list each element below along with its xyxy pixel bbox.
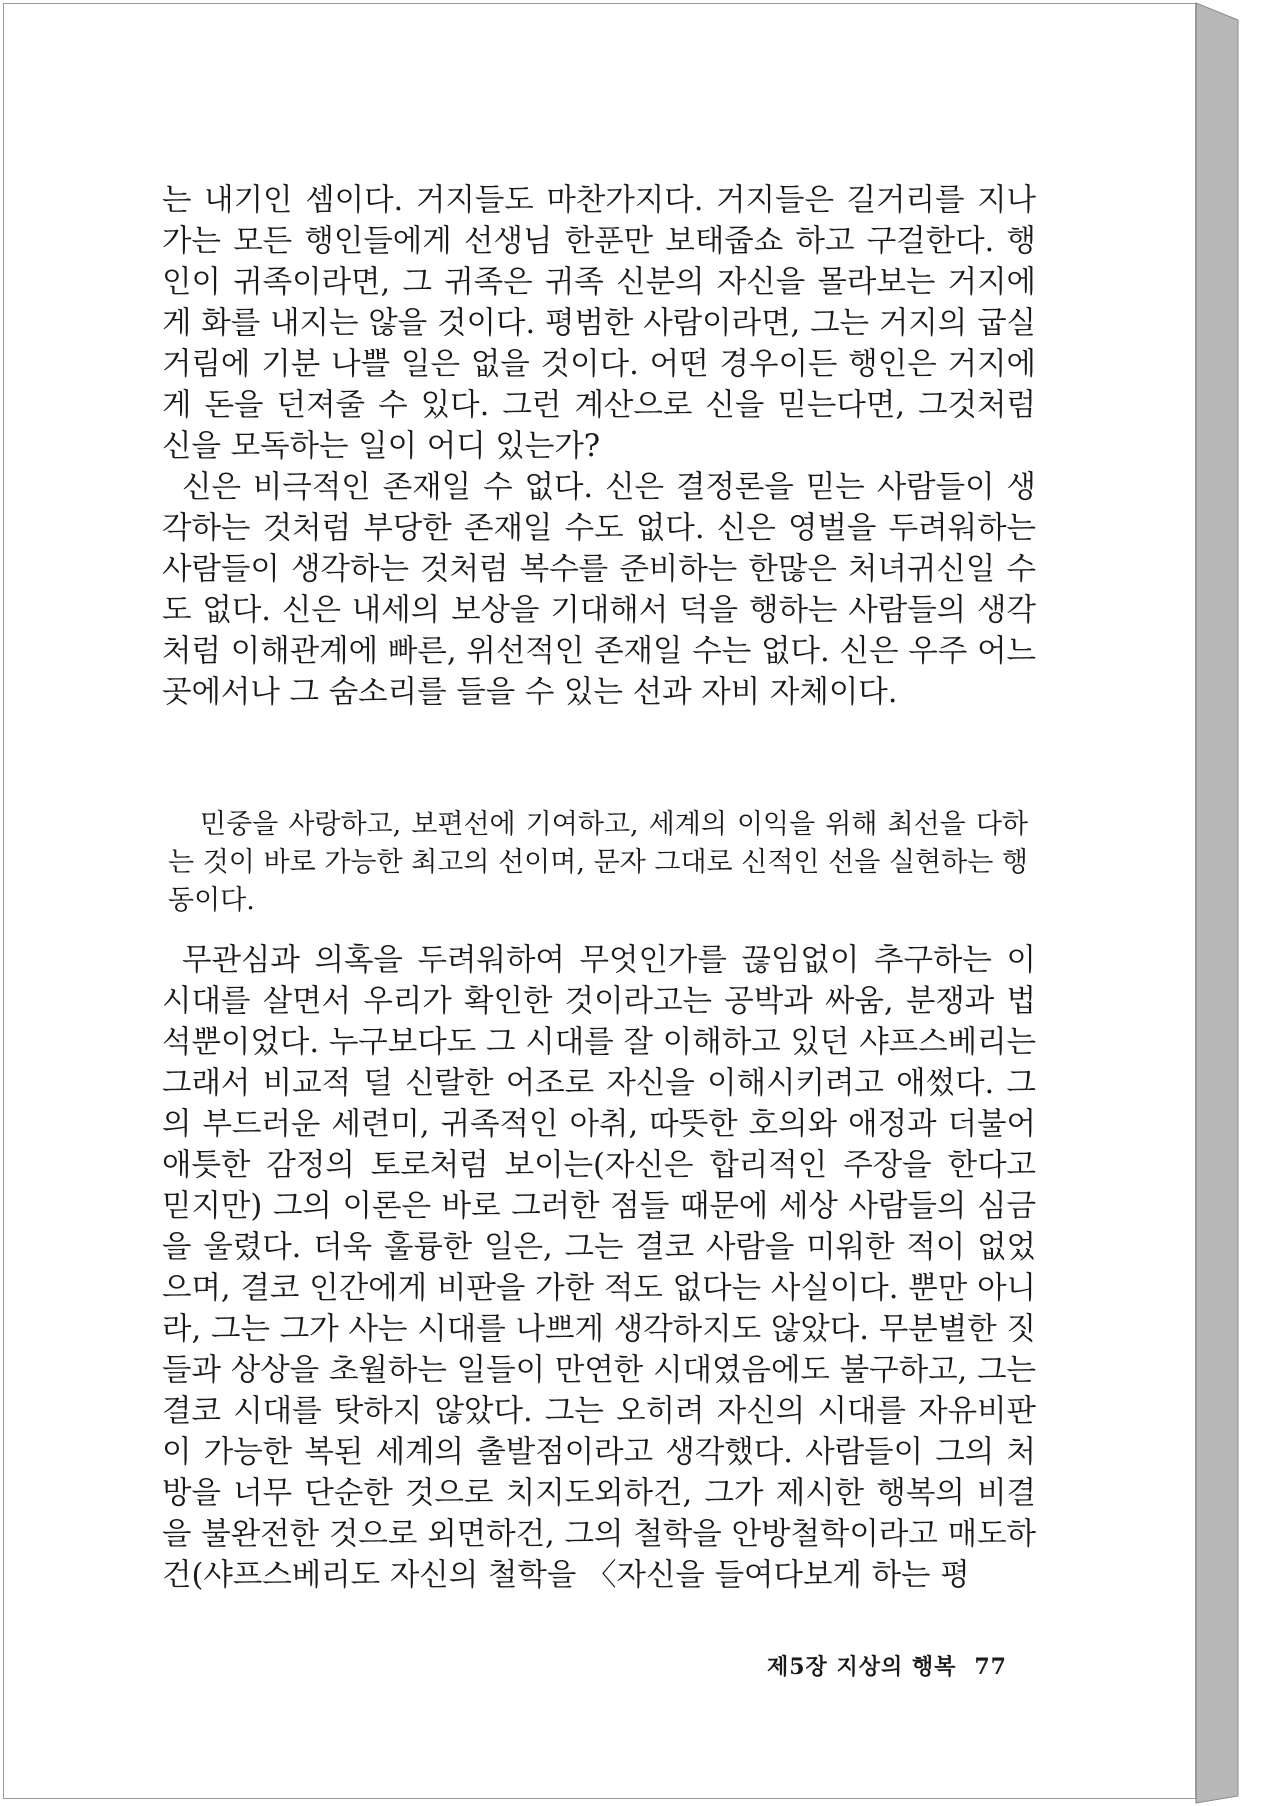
paragraph-shaftesbury: 무관심과 의혹을 두려워하여 무엇인가를 끊임없이 추구하는 이 시대를 살면서 우리가 확인한 것이라고는 공박과 싸움, 분쟁과 법석뿐이었다. 누구보다도 그 시대를 잘 이해하고 있던 샤프스베리는 그래서 비교적 덜 신랄한 어조로 자신을 이해시키려고 애썼다. 그의 부드러운 세련미, 귀족적인 아취, 따뜻한 호의와 애정과 더불어 애틋한 감정의 토로처럼 보이는(자신은 합리적인 주장을 한다고 믿지만) 그의 이론은 바로 그러한 점들 때문에 세상 사람들의 심금을 울렸다. 더욱 훌륭한 일은, 그는 결코 사람을 미워한 적이 없었으며, 결코 인간에게 비판을 가한 적도 없다는 사실이다. 뿐만 아니라, 그는 그가 사는 시대를 나쁘게 생각하지도 않았다. 무분별한 짓들과 상상을 초월하는 일들이 만연한 시대였음에도 불구하고, 그는 결코 시대를 탓하지 않았다. 그는 오히려 자신의 시대를 자유비판이 가능한 복된 세계의 출발점이라고 생각했다. 사람들이 그의 처방을 너무 단순한 것으로 치지도외하건, 그가 제시한 행복의 비결을 불완전한 것으로 외면하건, 그의 철학을 안방철학이라고 매도하건(샤프스베리도 자신의 철학을 〈자신을 들여다보게 하는 평 (162, 943, 1036, 1593)
block-quote: 민중을 사랑하고, 보편선에 기여하고, 세계의 이익을 위해 최선을 다하는 것이 바로 가능한 최고의 선이며, 문자 그대로 신적인 선을 실현하는 행동이다. (168, 809, 1028, 916)
paragraph-continued: 는 내기인 셈이다. 거지들도 마찬가지다. 거지들은 길거리를 지나가는 모든 행인들에게 선생님 한푼만 보태줍쇼 하고 구걸한다. 행인이 귀족이라면, 그 귀족은 귀족 신분의 자신을 몰라보는 거지에게 화를 내지는 않을 것이다. 평범한 사람이라면, 그는 거지의 굽실거림에 기분 나쁠 일은 없을 것이다. 어떤 경우이든 행인은 거지에게 돈을 던져줄 수 있다. 그런 계산으로 신을 믿는다면, 그것처럼 신을 모독하는 일이 어디 있는가? (162, 183, 1036, 464)
footer-chapter-title: 제5장 지상의 행복 (766, 1654, 957, 1680)
paragraph-god: 신은 비극적인 존재일 수 없다. 신은 결정론을 믿는 사람들이 생각하는 것처럼 부당한 존재일 수도 없다. 신은 영벌을 두려워하는 사람들이 생각하는 것처럼 복수를 준비하는 한많은 처녀귀신일 수도 없다. 신은 내세의 보상을 기대해서 덕을 행하는 사람들의 생각처럼 이해관계에 빠른, 위선적인 존재일 수는 없다. 신은 우주 어느 곳에서나 그 숨소리를 들을 수 있는 선과 자비 자체이다. (162, 470, 1036, 710)
running-footer (767, 1650, 1007, 1681)
body-text-top (162, 180, 1036, 713)
page-number: 77 (974, 1654, 1007, 1680)
body-text-bottom (162, 940, 1036, 1596)
